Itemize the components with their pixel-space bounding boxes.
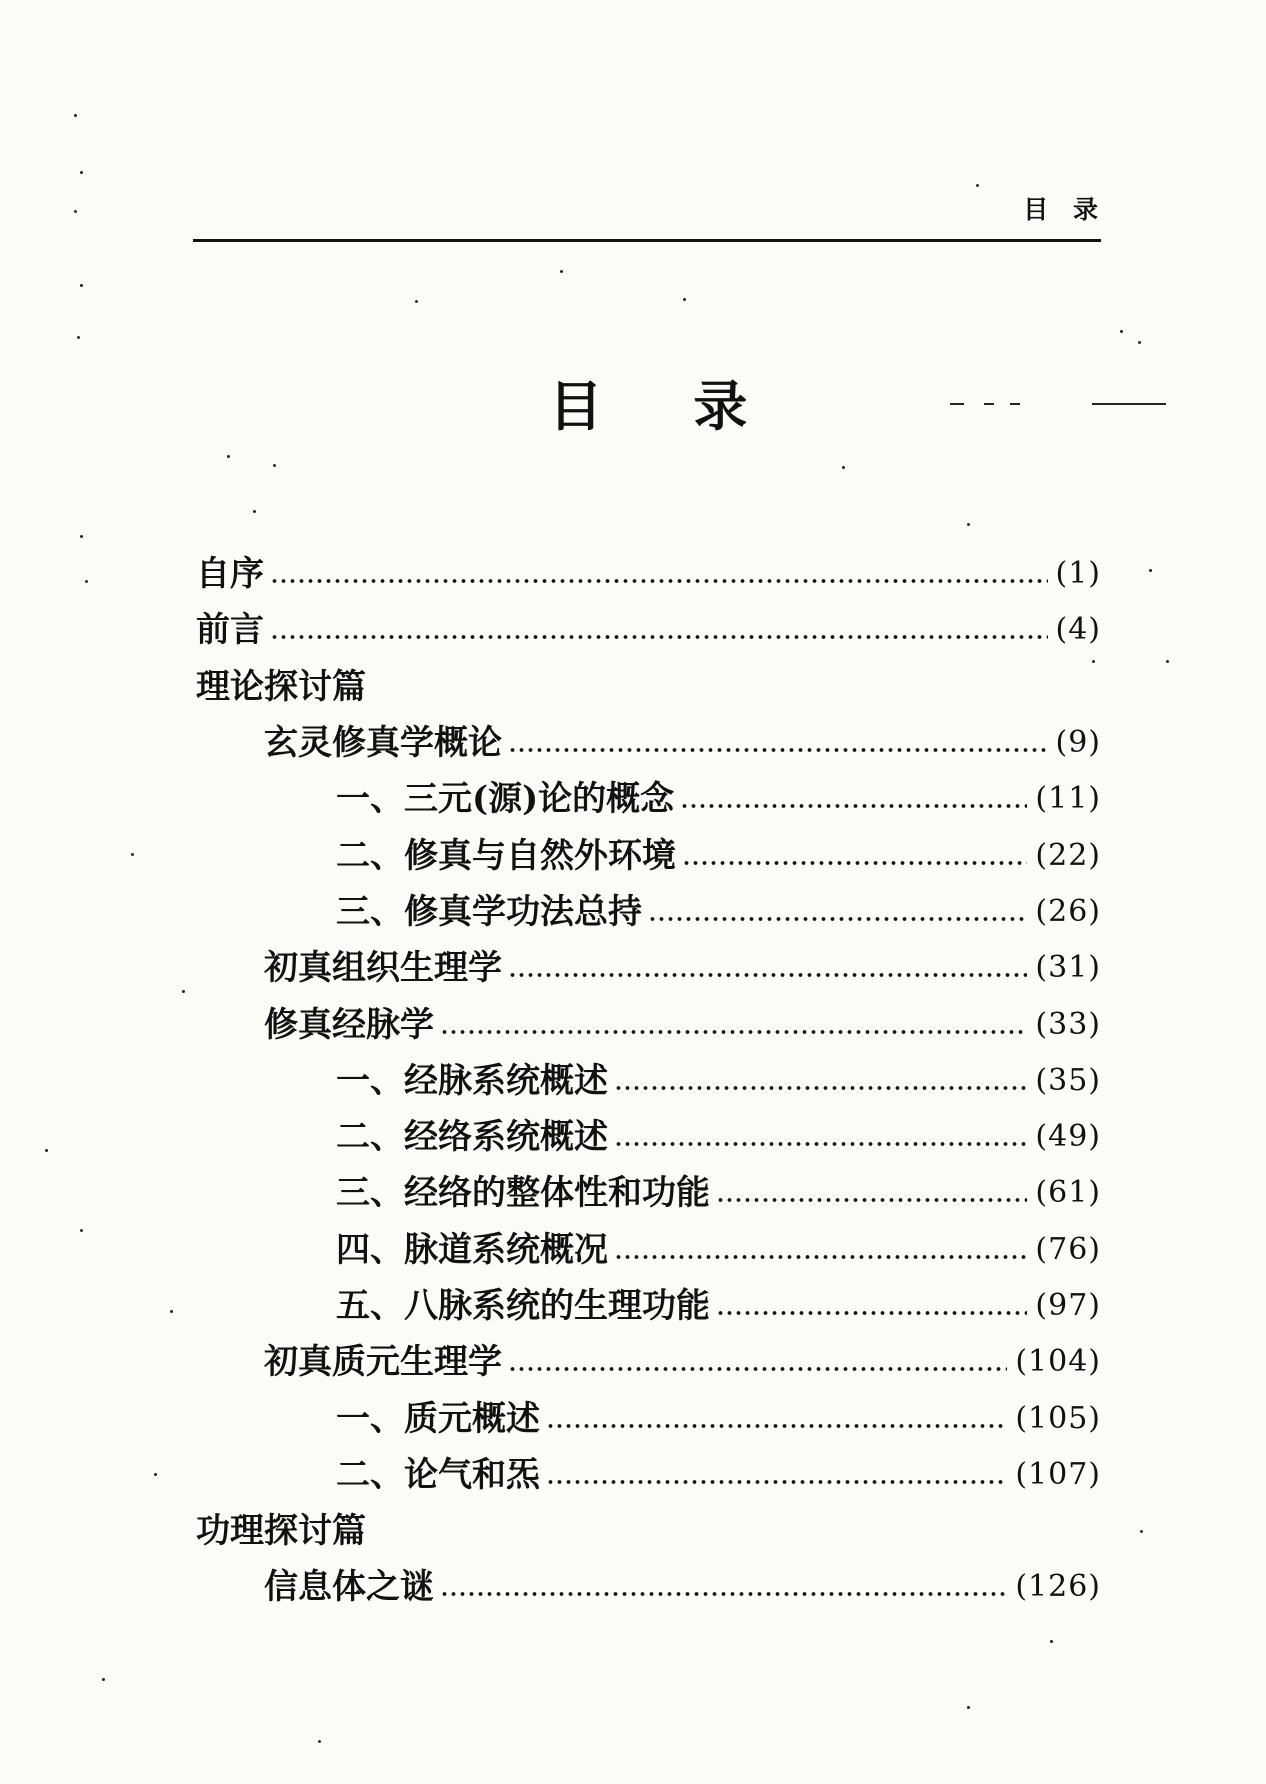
toc-page-number: (104) [1015, 1344, 1101, 1380]
toc-entry-title: 二、经络系统概述 [336, 1117, 608, 1158]
toc-entry-title: 一、质元概述 [336, 1398, 540, 1439]
dot-leader [508, 970, 1027, 980]
toc-page-number: (61) [1035, 1175, 1101, 1211]
toc-entry-title: 初真质元生理学 [264, 1342, 502, 1383]
toc-page-number: (1) [1055, 556, 1101, 592]
toc-page-number: (4) [1055, 612, 1101, 648]
toc-page-number: (9) [1055, 725, 1101, 761]
toc-page-number: (33) [1035, 1006, 1101, 1042]
toc-section-heading [0, 1503, 1101, 1559]
toc-entry [0, 940, 1101, 996]
toc-page-number: (107) [1015, 1456, 1101, 1492]
toc-entry [0, 1053, 1101, 1109]
toc-entry [0, 884, 1101, 940]
toc-entry-title: 理论探讨篇 [196, 666, 366, 707]
toc-section-heading [0, 659, 1101, 715]
dot-leader [546, 1421, 1007, 1431]
toc-entry [0, 1222, 1101, 1278]
dot-leader [440, 1589, 1007, 1599]
toc-entry [0, 1390, 1101, 1446]
toc-page-number: (105) [1015, 1400, 1101, 1436]
toc-page-number: (76) [1035, 1231, 1101, 1267]
toc-entry [0, 996, 1101, 1052]
dot-leader [614, 1083, 1027, 1093]
toc-page-number: (97) [1035, 1288, 1101, 1323]
toc-entry-title: 初真组织生理学 [264, 948, 502, 989]
toc-entry [0, 602, 1101, 658]
toc-page-number: (22) [1035, 837, 1101, 873]
dot-leader [508, 745, 1048, 755]
dot-leader [716, 1195, 1027, 1205]
toc-entry [0, 771, 1101, 827]
toc-entry-title: 一、三元(源)论的概念 [336, 779, 675, 820]
dot-leader [682, 858, 1027, 868]
toc-page-number: (11) [1035, 781, 1101, 817]
toc-entry [0, 1278, 1101, 1334]
toc-entry-title: 三、经络的整体性和功能 [336, 1173, 710, 1214]
toc-entry-title: 三、修真学功法总持 [336, 891, 642, 932]
toc-entry-title: 二、修真与自然外环境 [336, 835, 676, 876]
running-head: 目 录 [1023, 195, 1098, 224]
page-title: 目 录 [548, 374, 748, 438]
toc-entry-title: 修真经脉学 [264, 1004, 434, 1045]
toc-entry-title: 玄灵修真学概论 [264, 723, 502, 764]
dot-leader [270, 632, 1048, 642]
toc-entry-title: 四、脉道系统概况 [336, 1229, 608, 1270]
toc-entry [0, 1165, 1101, 1221]
toc-page-number: (49) [1035, 1119, 1101, 1155]
dot-leader [508, 1364, 1007, 1374]
toc-page-number: (35) [1035, 1062, 1101, 1098]
toc-entry [0, 715, 1101, 771]
toc-entry-title: 二、论气和炁 [336, 1454, 540, 1495]
toc-entry-title: 自序 [196, 554, 264, 595]
dot-leader [270, 576, 1048, 586]
header-rule [193, 239, 1101, 242]
toc-list [0, 546, 1101, 1616]
dot-leader [716, 1308, 1027, 1318]
dot-leader [614, 1139, 1027, 1149]
scan-speckles [0, 0, 3, 3]
toc-page-number: (26) [1035, 893, 1101, 929]
dot-leader [614, 1252, 1027, 1262]
toc-entry [0, 546, 1101, 602]
toc-entry-title: 五、八脉系统的生理功能 [336, 1286, 710, 1326]
toc-entry [0, 1447, 1101, 1503]
toc-entry-title: 功理探讨篇 [196, 1511, 366, 1552]
toc-entry-title: 一、经脉系统概述 [336, 1060, 608, 1101]
dot-leader [546, 1477, 1007, 1487]
toc-entry [0, 1559, 1101, 1615]
toc-entry-title: 信息体之谜 [264, 1567, 434, 1608]
toc-entry [0, 1109, 1101, 1165]
toc-entry [0, 827, 1101, 883]
toc-page-number: (31) [1035, 950, 1101, 986]
toc-page-number: (126) [1015, 1569, 1101, 1605]
toc-entry-title: 前言 [196, 610, 264, 651]
dot-leader [648, 914, 1027, 924]
dot-leader [440, 1027, 1027, 1037]
dot-leader [680, 801, 1027, 811]
toc-entry [0, 1334, 1101, 1390]
